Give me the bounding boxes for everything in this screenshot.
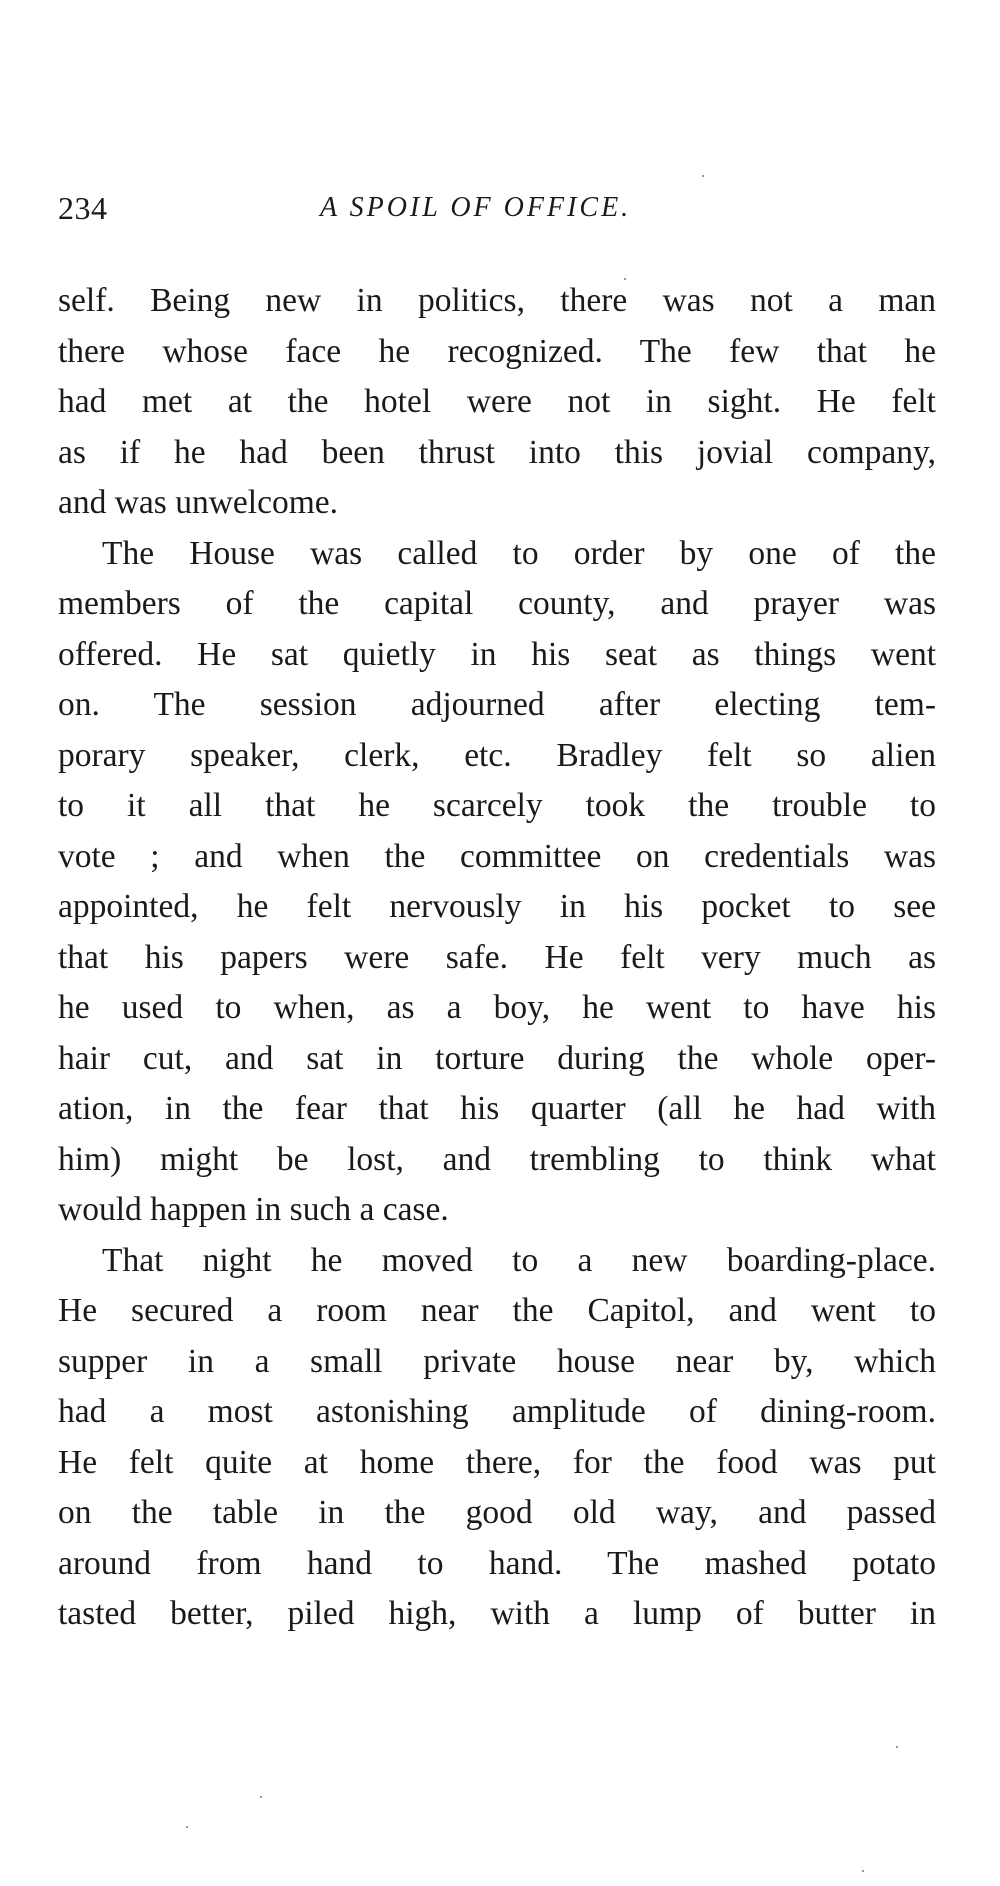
print-speck xyxy=(896,1746,898,1748)
text-line: on the table in the good old way, and passed xyxy=(58,1494,936,1531)
text-line: The House was called to order by one of the xyxy=(102,534,936,572)
page-number: 234 xyxy=(58,190,108,226)
text-line: ation, in the fear that his quarter (all he had with xyxy=(58,1090,936,1127)
text-line: self. Being new in politics, there was not a man xyxy=(58,282,936,319)
print-speck xyxy=(186,1826,188,1828)
paragraph xyxy=(58,529,936,1236)
text-line: on. The session adjourned after electing tem- xyxy=(58,686,936,723)
text-line: That night he moved to a new boarding-place. xyxy=(102,1241,936,1279)
text-line: He secured a room near the Capitol, and went to xyxy=(58,1292,936,1329)
text-line: offered. He sat quietly in his seat as things went xyxy=(58,635,936,673)
print-speck xyxy=(624,278,626,280)
text-line: members of the capital county, and prayer was xyxy=(58,585,936,622)
text-line: had met at the hotel were not in sight. He felt xyxy=(58,383,936,420)
text-line: tasted better, piled high, with a lump of butter in xyxy=(58,1595,936,1632)
text-line: vote ; and when the committee on credentials was xyxy=(58,837,936,875)
text-line: appointed, he felt nervously in his pocket to see xyxy=(58,888,936,925)
text-line: around from hand to hand. The mashed potato xyxy=(58,1544,936,1582)
print-speck xyxy=(260,1796,262,1798)
text-line: would happen in such a case. xyxy=(58,1191,449,1228)
text-line: hair cut, and sat in torture during the whole oper- xyxy=(58,1039,936,1077)
text-line: supper in a small private house near by, which xyxy=(58,1342,936,1380)
paragraph xyxy=(58,1236,936,1640)
print-speck xyxy=(702,175,704,177)
text-line: had a most astonishing amplitude of dining-room. xyxy=(58,1393,936,1430)
text-line: there whose face he recognized. The few that he xyxy=(58,332,936,370)
text-line: to it all that he scarcely took the trouble to xyxy=(58,787,936,824)
text-line: him) might be lost, and trembling to think what xyxy=(58,1140,936,1178)
paragraph xyxy=(58,276,936,529)
text-line: that his papers were safe. He felt very much as xyxy=(58,938,936,976)
body-text xyxy=(58,276,936,1640)
print-speck xyxy=(862,1870,864,1872)
text-line: and was unwelcome. xyxy=(58,484,339,521)
text-line: as if he had been thrust into this jovial company, xyxy=(58,433,936,471)
page-header xyxy=(58,182,938,242)
running-head: A SPOIL OF OFFICE. xyxy=(320,192,632,223)
text-line: He felt quite at home there, for the food was put xyxy=(58,1443,936,1481)
text-line: porary speaker, clerk, etc. Bradley felt so alien xyxy=(58,736,936,774)
text-line: he used to when, as a boy, he went to have his xyxy=(58,989,936,1026)
